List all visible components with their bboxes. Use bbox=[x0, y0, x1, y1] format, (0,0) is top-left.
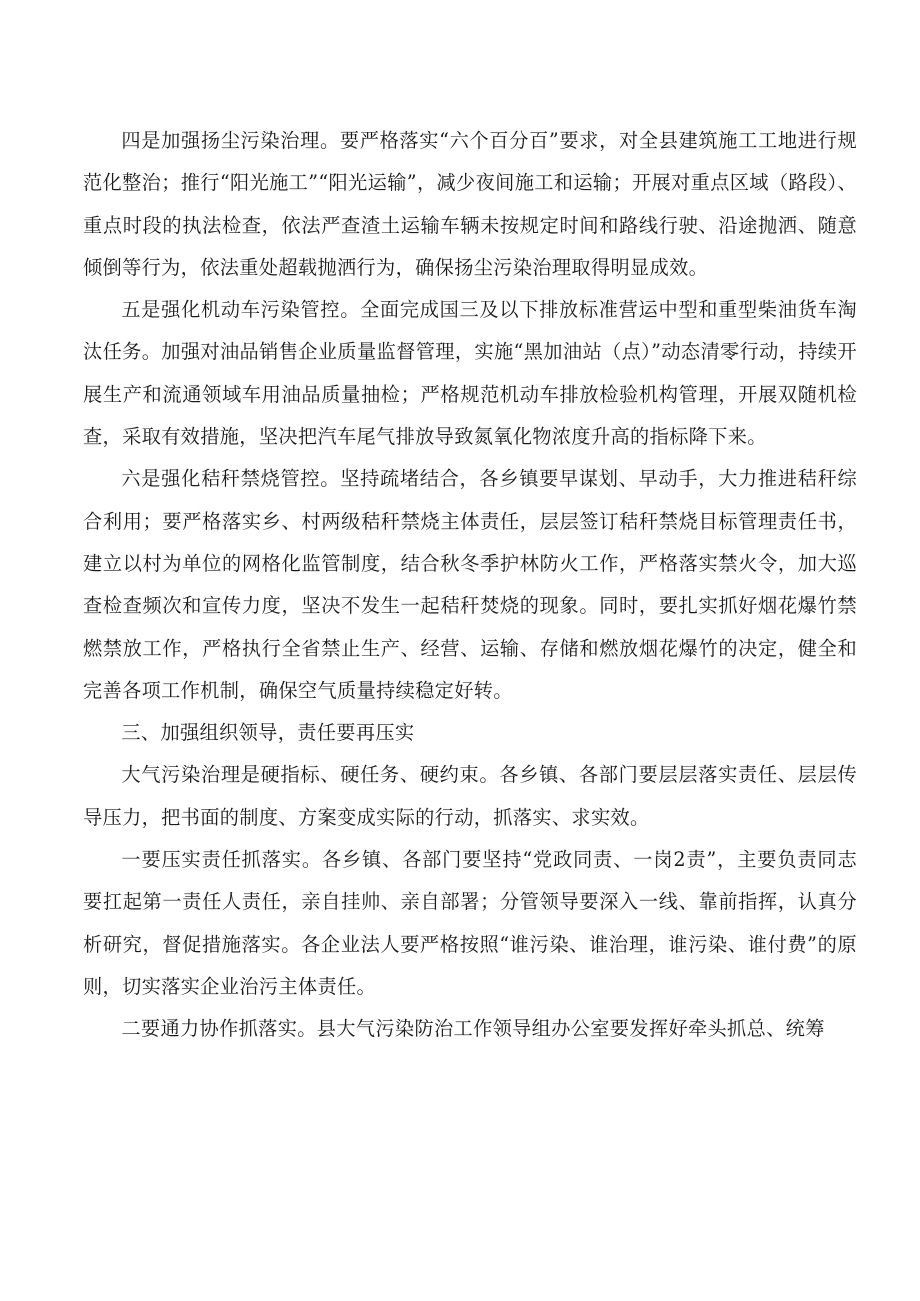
paragraph-straw-burning: 六是强化秸秆禁烧管控。坚持疏堵结合，各乡镇要早谋划、早动手，大力推进秸秆综合利用；要严格落实乡、村两级秸秆禁烧主体责任，层层签订秸秆禁烧目标管理责任书，建立以村为单位的网格化监管制度，结合秋冬季护林防火工作，严格落实禁火令，加大巡查检查频次和宣传力度，坚决不发生一起秸秆焚烧的现象。同时，要扎实抓好烟花爆竹禁燃禁放工作，严格执行全省禁止生产、经营、运输、存储和燃放烟花爆竹的决定，健全和完善各项工作机制，确保空气质量持续稳定好转。 bbox=[83, 467, 857, 702]
paragraph-responsibility: 一要压实责任抓落实。各乡镇、各部门要坚持“党政同责、一岗2责”，主要负责同志要扛起第一责任人责任，亲自挂帅、亲自部署；分管领导要深入一线、靠前指挥，认真分析研究，督促措施落实。各企业法人要严格按照“谁污染、谁治理，谁污染、谁付费”的原则，切实落实企业治污主体责任。 bbox=[83, 848, 857, 998]
section-heading-organization: 三、加强组织领导，责任要再压实 bbox=[121, 721, 415, 745]
paragraph-dust-pollution: 四是加强扬尘污染治理。要严格落实“六个百分百”要求，对全县建筑施工工地进行规范化整治；推行“阳光施工”“阳光运输”，减少夜间施工和运输；开展对重点区域（路段）、重点时段的执法检查，依法严查渣土运输车辆未按规定时间和路线行驶、沿途抛洒、随意倾倒等行为，依法重处超载抛洒行为，确保扬尘污染治理取得明显成效。 bbox=[83, 129, 857, 279]
paragraph-hard-targets: 大气污染治理是硬指标、硬任务、硬约束。各乡镇、各部门要层层落实责任、层层传导压力，把书面的制度、方案变成实际的行动，抓落实、求实效。 bbox=[83, 763, 857, 829]
paragraph-cooperation: 二要通力协作抓落实。县大气污染防治工作领导组办公室要发挥好牵头抓总、统筹 bbox=[121, 1017, 825, 1041]
paragraph-vehicle-pollution: 五是强化机动车污染管控。全面完成国三及以下排放标准营运中型和重型柴油货车淘汰任务。加强对油品销售企业质量监督管理，实施“黑加油站（点）”动态清零行动，持续开展生产和流通领域车用油品质量抽检；严格规范机动车排放检验机构管理，开展双随机检查，采取有效措施，坚决把汽车尾气排放导致氮氧化物浓度升高的指标降下来。 bbox=[83, 298, 857, 449]
document-body bbox=[83, 120, 857, 1051]
